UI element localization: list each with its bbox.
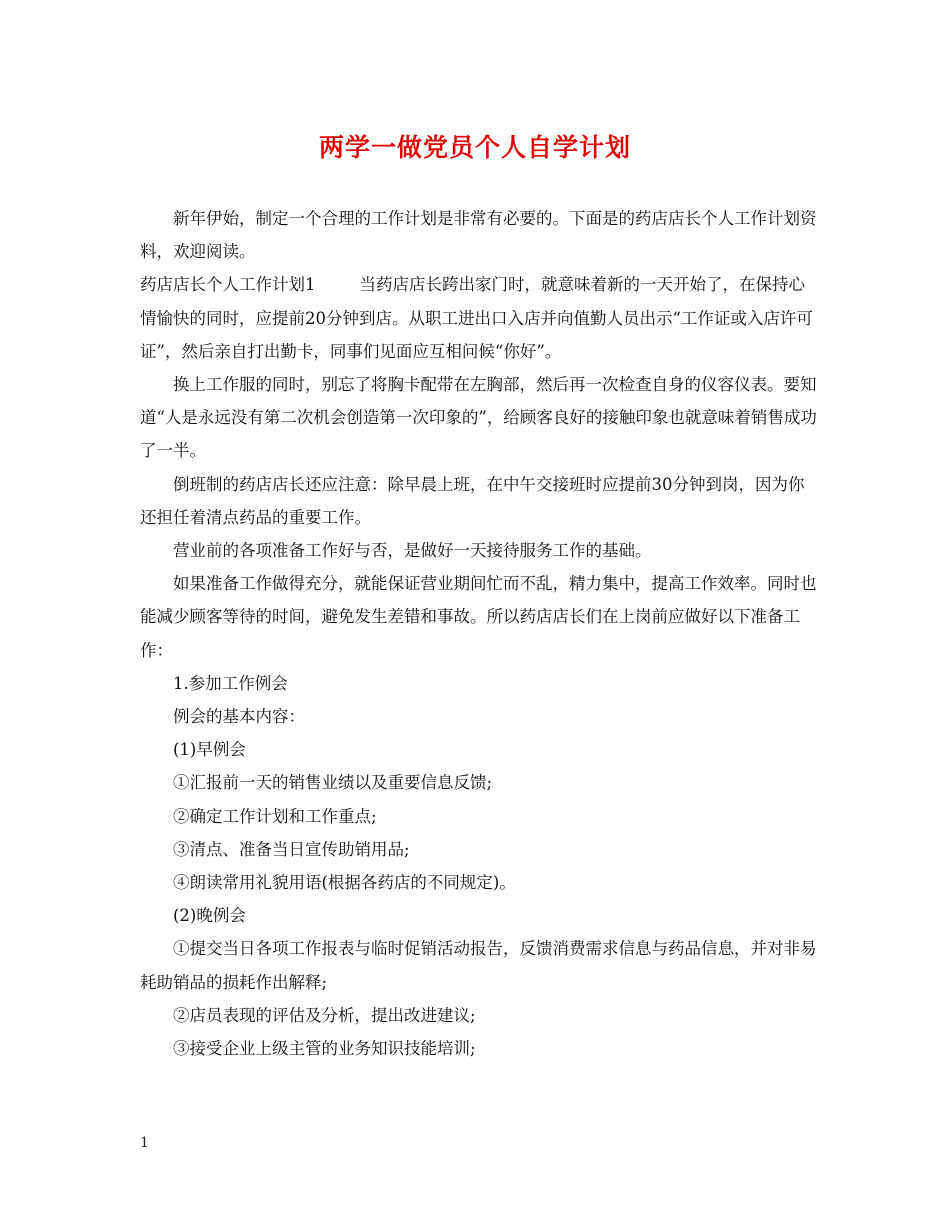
morning-item-2: ②确定工作计划和工作重点; xyxy=(173,806,377,826)
paragraph-prep: 营业前的各项准备工作好与否，是做好一天接待服务工作的基础。 xyxy=(173,541,652,561)
paragraph-uniform: 换上工作服的同时，别忘了将胸卡配带在左胸部，然后再一次检查自身的仪容仪表。要知道“人是永远没有第二次机会创造第一次印象的”，给顾客良好的接触印象也就意味着销售成功了一半。 xyxy=(140,375,817,461)
evening-item-1: ①提交当日各项工作报表与临时促销活动报告，反馈消费需求信息与药品信息，并对非易耗助销品的损耗作出解释; xyxy=(140,939,817,992)
page-number: 1 xyxy=(140,1135,149,1151)
meeting-content-label: 例会的基本内容： xyxy=(173,707,305,727)
document-title: 两学一做党员个人自学计划 xyxy=(318,133,631,162)
list-item-1: 1.参加工作例会 xyxy=(173,673,288,693)
morning-meeting-heading: (1)早例会 xyxy=(173,740,246,760)
evening-item-2: ②店员表现的评估及分析，提出改进建议; xyxy=(173,1005,476,1025)
evening-meeting-heading: (2)晚例会 xyxy=(173,906,246,926)
paragraph-intro: 新年伊始，制定一个合理的工作计划是非常有必要的。下面是的药店店长个人工作计划资料，欢迎阅读。 xyxy=(140,209,817,262)
paragraph-efficiency: 如果准备工作做得充分，就能保证营业期间忙而不乱，精力集中，提高工作效率。同时也能减少顾客等待的时间，避免发生差错和事故。所以药店店长们在上岗前应做好以下准备工作： xyxy=(140,574,817,660)
morning-item-1: ①汇报前一天的销售业绩以及重要信息反馈; xyxy=(173,773,493,793)
plan-text: 当药店店长跨出家门时，就意味着新的一天开始了，在保持心情愉快的同时，应提前20分钟到店。从职工进出口入店并向值勤人员出示“工作证或入店许可证”，然后亲自打出勤卡，同事们见面应互相问候“你好”。 xyxy=(140,275,813,361)
morning-item-4: ④朗读常用礼貌用语(根据各药店的不同规定)。 xyxy=(173,873,516,893)
evening-item-3: ③接受企业上级主管的业务知识技能培训; xyxy=(173,1039,476,1059)
document-body xyxy=(140,202,818,1065)
morning-item-3: ③清点、准备当日宣传助销用品; xyxy=(173,839,410,859)
plan-heading: 药店店长个人工作计划1 xyxy=(140,275,316,295)
paragraph-shift: 倒班制的药店店长还应注意：除早晨上班，在中午交接班时应提前30分钟到岗，因为你还担任着清点药品的重要工作。 xyxy=(140,474,805,527)
paragraph-plan xyxy=(140,268,818,368)
